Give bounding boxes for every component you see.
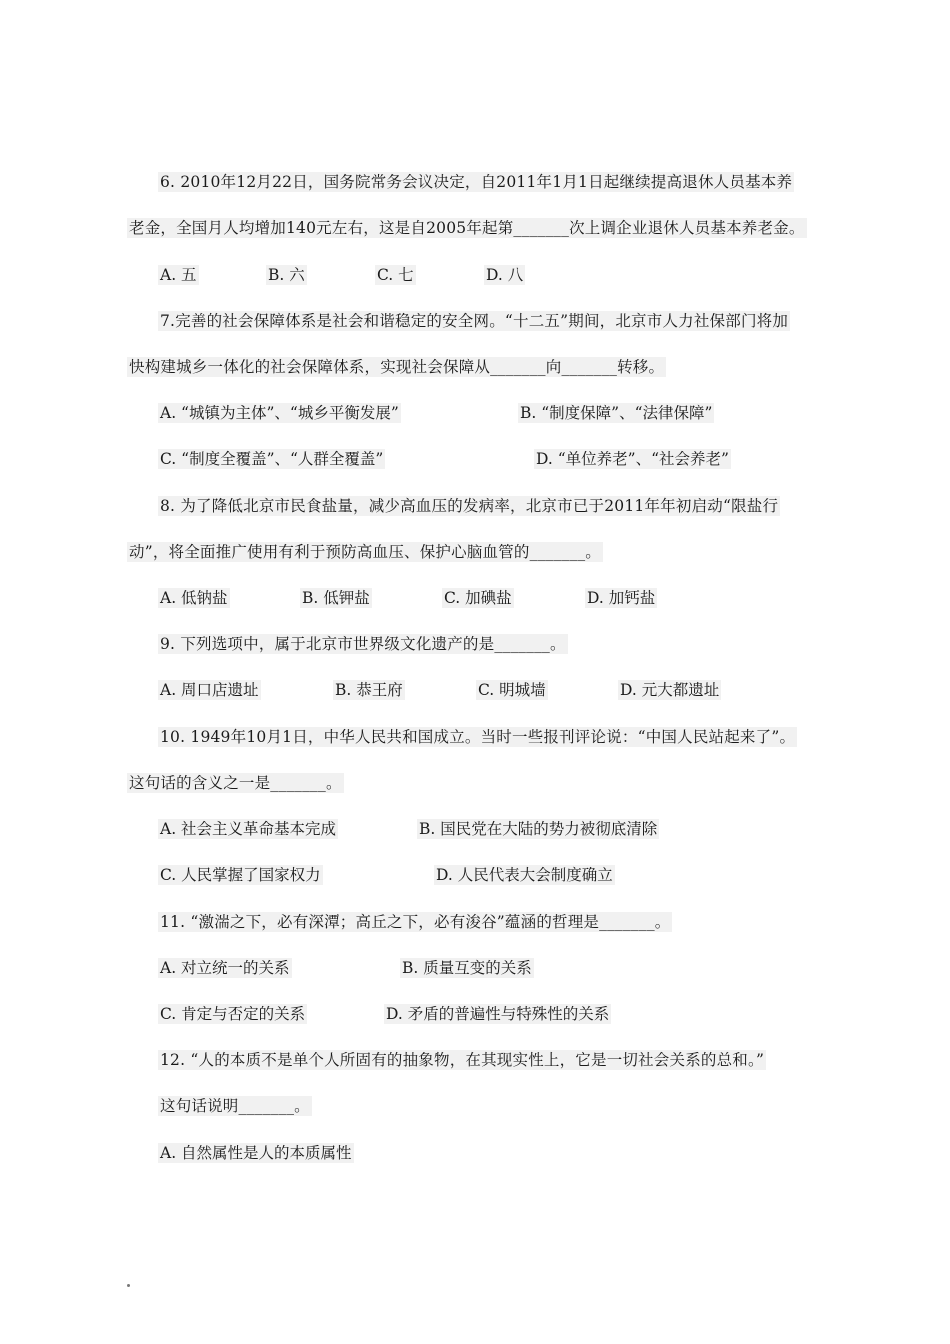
option-8-d: D. 加钙盐 (587, 589, 656, 607)
option-11-a: A. 对立统一的关系 (160, 959, 290, 977)
question-9-line-1: 9. 下列选项中，属于北京市世界级文化遗产的是_______。 (160, 635, 566, 653)
option-6-d: D. 八 (486, 266, 524, 284)
option-8-a: A. 低钠盐 (160, 589, 228, 607)
question-12-line-2: 这句话说明_______。 (160, 1097, 310, 1115)
option-10-d: D. 人民代表大会制度确立 (436, 866, 613, 884)
option-7-a: A. “城镇为主体”、“城乡平衡发展” (160, 404, 399, 422)
question-12-line-1: 12. “人的本质不是单个人所固有的抽象物，在其现实性上，它是一切社会关系的总和。” (160, 1051, 765, 1069)
option-8-c: C. 加碘盐 (444, 589, 512, 607)
option-11-c: C. 肯定与否定的关系 (160, 1005, 306, 1023)
question-10-line-2: 这句话的含义之一是_______。 (129, 774, 342, 792)
option-10-b: B. 国民党在大陆的势力被彻底清除 (419, 820, 658, 838)
page-dot (127, 1284, 130, 1287)
option-6-c: C. 七 (377, 266, 414, 284)
question-8-line-2: 动”，将全面推广使用有利于预防高血压、保护心脑血管的_______。 (129, 543, 601, 561)
option-11-d: D. 矛盾的普遍性与特殊性的关系 (386, 1005, 610, 1023)
option-10-a: A. 社会主义革命基本完成 (160, 820, 337, 838)
question-7-line-2: 快构建城乡一体化的社会保障体系，实现社会保障从_______向_______转移。 (129, 358, 665, 376)
option-6-b: B. 六 (268, 266, 305, 284)
option-11-b: B. 质量互变的关系 (402, 959, 532, 977)
option-6-a: A. 五 (160, 266, 197, 284)
option-8-b: B. 低钾盐 (302, 589, 370, 607)
option-12-a: A. 自然属性是人的本质属性 (160, 1144, 352, 1162)
question-7-line-1: 7.完善的社会保障体系是社会和谐稳定的安全网。“十二五”期间，北京市人力社保部门将加 (160, 312, 789, 330)
option-7-b: B. “制度保障”、“法律保障” (520, 404, 713, 422)
question-8-line-1: 8. 为了降低北京市民食盐量，减少高血压的发病率，北京市已于2011年年初启动“限盐行 (160, 497, 779, 515)
question-10-line-1: 10. 1949年10月1日，中华人民共和国成立。当时一些报刊评论说：“中国人民站起来了”。 (160, 728, 796, 746)
option-9-d: D. 元大都遗址 (620, 681, 720, 699)
option-9-b: B. 恭王府 (335, 681, 403, 699)
question-6-line-1: 6. 2010年12月22日，国务院常务会议决定，自2011年1月1日起继续提高退休人员基本养 (160, 173, 793, 191)
option-7-c: C. “制度全覆盖”、“人群全覆盖” (160, 450, 384, 468)
option-9-c: C. 明城墙 (478, 681, 546, 699)
question-6-line-2: 老金，全国月人均增加140元左右，这是自2005年起第_______次上调企业退休人员基本养老金。 (129, 219, 805, 237)
option-7-d: D. “单位养老”、“社会养老” (536, 450, 729, 468)
option-9-a: A. 周口店遗址 (160, 681, 259, 699)
option-10-c: C. 人民掌握了国家权力 (160, 866, 321, 884)
question-11-line-1: 11. “激湍之下，必有深潭；高丘之下，必有浚谷”蕴涵的哲理是_______。 (160, 913, 671, 931)
